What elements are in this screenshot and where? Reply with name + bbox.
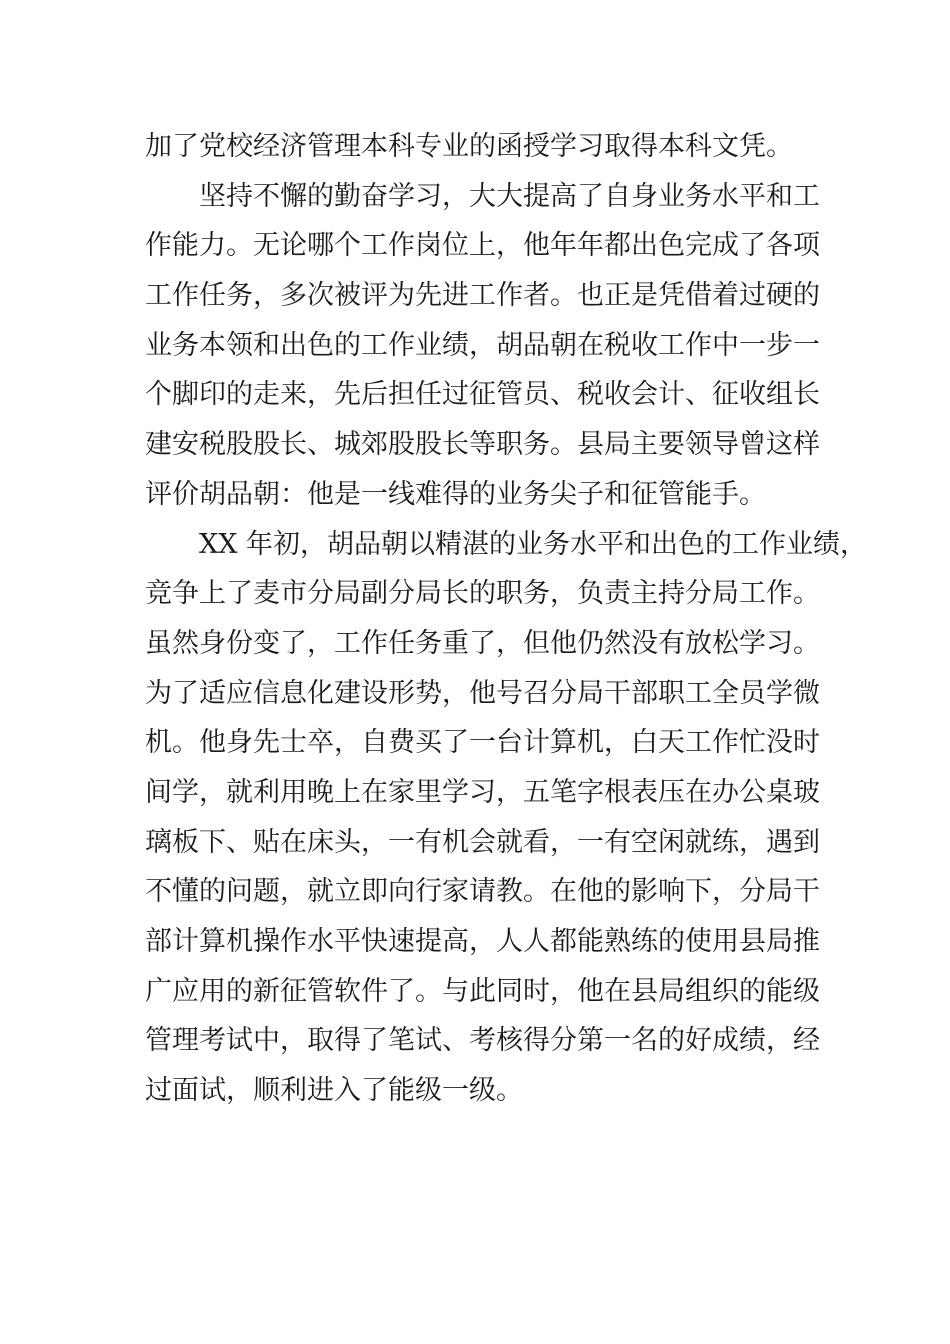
text-line: 广应用的新征管软件了。与此同时，他在县局组织的能级 [145, 975, 820, 1007]
text-line: 个脚印的走来，先后担任过征管员、税收会计、征收组长 [145, 379, 820, 411]
paragraph-first-line: 坚持不懈的勤奋学习，大大提高了自身业务水平和工 [199, 180, 820, 212]
text-line: 部计算机操作水平快速提高，人人都能熟练的使用县局推 [145, 926, 820, 957]
text-line: 加了党校经济管理本科专业的函授学习取得本科文凭。 [145, 131, 793, 162]
text-line: 璃板下、贴在床头，一有机会就看，一有空闲就练，遇到 [145, 826, 820, 858]
text-line: 业务本领和出色的工作业绩，胡品朝在税收工作中一步一 [145, 329, 820, 361]
text-line: 竞争上了麦市分局副分局长的职务，负责主持分局工作。 [145, 578, 820, 610]
text-line: 机。他身先士卒，自费买了一台计算机，白天工作忙没时 [145, 727, 820, 759]
text-line: 间学，就利用晚上在家里学习，五笔字根表压在办公桌玻 [145, 776, 820, 808]
text-line: 工作任务，多次被评为先进工作者。也正是凭借着过硬的 [145, 280, 820, 312]
body-text [145, 122, 868, 1116]
text-line: 不懂的问题，就立即向行家请教。在他的影响下，分局干 [145, 876, 820, 908]
text-line: 过面试，顺利进入了能级一级。 [145, 1075, 523, 1107]
text-line: 建安税股股长、城郊股股长等职务。县局主要领导曾这样 [145, 429, 820, 461]
paragraph-first-line: XX 年初，胡品朝以精湛的业务水平和出色的工作业绩， [199, 528, 868, 560]
text-line: 管理考试中，取得了笔试、考核得分第一名的好成绩，经 [145, 1025, 820, 1057]
text-line: 作能力。无论哪个工作岗位上，他年年都出色完成了各项 [145, 230, 820, 262]
text-line: 为了适应信息化建设形势，他号召分局干部职工全员学微 [145, 677, 820, 709]
text-line: 评价胡品朝：他是一线难得的业务尖子和征管能手。 [145, 478, 766, 510]
text-line: 虽然身份变了，工作任务重了，但他仍然没有放松学习。 [145, 627, 820, 659]
